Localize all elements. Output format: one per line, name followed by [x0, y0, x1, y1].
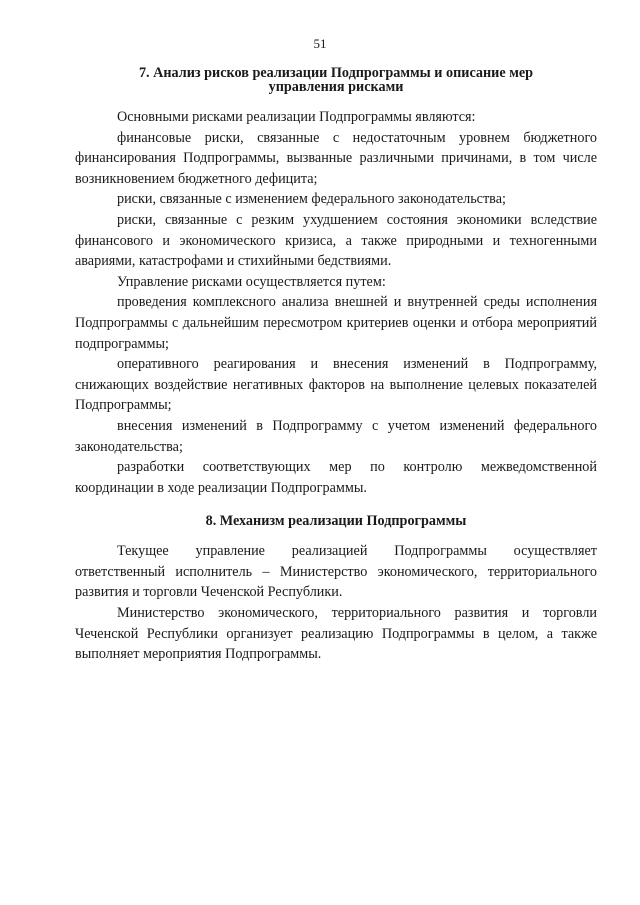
- section-7-paragraph-analysis: проведения комплексного анализа внешней и внутренней среды исполнения Подпрограммы с дальнейшим пересмотром критериев оценки и отбора мероприятий подпрограммы;: [75, 294, 597, 352]
- section-7-paragraph-economic-risks: риски, связанные с резким ухудшением состояния экономики вследствие финансового и экономического кризиса, а также природными и техногенными авариями, катастрофами и стихийными бедствиями.: [75, 211, 597, 270]
- section-7-paragraph-legislative-risks: риски, связанные с изменением федерального законодательства;: [117, 191, 506, 208]
- page-number: 51: [313, 36, 327, 51]
- section-7-heading: [75, 66, 597, 94]
- section-7-paragraph-risk-management-intro: Управление рисками осуществляется путем:: [117, 273, 386, 290]
- section-8-paragraph-current-management: Текущее управление реализацией Подпрограммы осуществляет ответственный исполнитель – Министерство экономического, территориального развития и торговли Чеченской Республики.: [75, 543, 597, 601]
- section-7-heading-line-1: 7. Анализ рисков реализации Подпрограммы и описание мер: [138, 65, 534, 81]
- section-8-heading: 8. Механизм реализации Подпрограммы: [205, 513, 467, 530]
- section-7-heading-line-2: управления рисками: [268, 79, 404, 95]
- section-7-paragraph-intro: Основными рисками реализации Подпрограммы являются:: [117, 109, 476, 125]
- page-content: [75, 66, 597, 665]
- section-7-paragraph-operational-response: оперативного реагирования и внесения изменений в Подпрограмму, снижающих воздействие негативных факторов на выполнение целевых показателей Подпрограммы;: [75, 356, 597, 414]
- section-7-paragraph-legislative-changes: внесения изменений в Подпрограмму с учетом изменений федерального законодательства;: [75, 417, 597, 455]
- section-7-paragraph-coordination: разработки соответствующих мер по контролю межведомственной координации в ходе реализации Подпрограммы.: [75, 459, 597, 496]
- section-8-paragraph-ministry-role: Министерство экономического, территориального развития и торговли Чеченской Республики организует реализацию Подпрограммы в целом, а также выполняет мероприятия Подпрограммы.: [75, 605, 597, 663]
- section-7-paragraph-financial-risks: финансовые риски, связанные с недостаточным уровнем бюджетного финансирования Подпрограммы, вызванные различными причинами, в том числе возникновением бюджетного дефицита;: [75, 129, 597, 187]
